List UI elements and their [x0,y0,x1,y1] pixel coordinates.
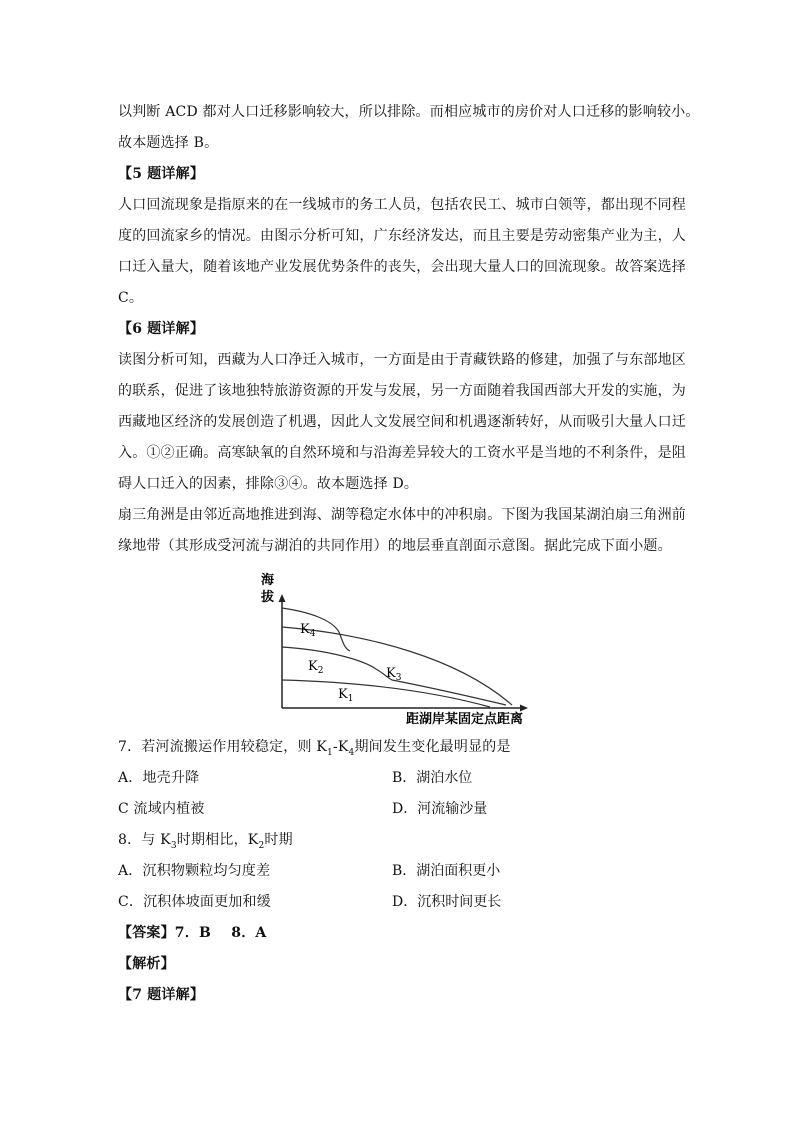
q8-option-c: C．沉积体坡面更加和缓 [118,894,271,910]
question-8-stem: 8．与 $K_3$时期相比，$K_2$时期 [118,832,293,851]
x-axis-label: 距湖岸某固定点距离 [406,712,524,727]
text-line: 缘地带（其形成受河流与湖泊的共同作用）的地层垂直剖面示意图。据此完成下面小题。 [118,538,672,554]
k4-upper-boundary [282,608,350,651]
text-line: 碍人口迁入的因素，排除③④。故本题选择 D。 [118,476,419,492]
section-heading-q6: 【6 题详解】 [118,321,205,337]
section-heading-q5: 【5 题详解】 [118,166,205,182]
text-line: C。 [118,290,144,306]
y-axis-arrow [279,594,286,602]
section-heading-q7: 【7 题详解】 [118,987,205,1003]
layer-label-k1: $K_1$ [338,687,354,704]
text-line: 扇三角洲是由邻近高地推进到海、湖等稳定水体中的冲积扇。下图为我国某湖泊扇三角洲前 [118,507,686,523]
q8-option-a: A．沉积物颗粒均匀度差 [118,863,271,879]
text-line: 以判断 ACD 都对人口迁移影响较大，所以排除。而相应城市的房价对人口迁移的影响较小。 [118,104,700,120]
text-line: 人口回流现象是指原来的在一线城市的务工人员，包括农民工、城市白领等，都出现不同程 [118,197,686,213]
layer-label-k4: $K_4$ [300,622,316,639]
layer-label-k3: $K_3$ [386,666,402,683]
text-line: 口迁入量大，随着该地产业发展优势条件的丧失，会出现大量人口的回流现象。故答案选择 [118,259,686,275]
q7-option-a: A．地壳升降 [118,770,200,786]
q7-option-c: C 流域内植被 [118,801,205,817]
text-line: 入。①②正确。高寒缺氧的自然环境和与沿海差异较大的工资水平是当地的不利条件，是阻 [118,445,686,461]
y-axis-label: 拔 [261,590,275,605]
q7-option-b: B．湖泊水位 [392,770,473,786]
question-7-stem: 7．若河流搬运作用较稳定，则 $K_1-K_4$期间发生变化最明显的是 [118,739,511,758]
text-line: 西藏地区经济的发展创造了机遇，因此人文发展空间和机遇逐渐转好，从而吸引大量人口迁 [118,414,686,430]
text-line: 的联系，促进了该地独特旅游资源的开发与发展，另一方面随着我国西部大开发的实施，为 [118,383,686,399]
x-axis-arrow [520,705,528,712]
answer-line: 【答案】7．B 8．A [118,925,267,941]
text-line: 读图分析可知，西藏为人口净迁入城市，一方面是由于青藏铁路的修建，加强了与东部地区 [118,352,686,368]
text-line: 度的回流家乡的情况。由图示分析可知，广东经济发达，而且主要是劳动密集产业为主，人 [118,228,686,244]
y-axis-label: 海 [261,573,275,588]
text-line: 故本题选择 B。 [118,135,219,151]
analysis-heading: 【解析】 [118,956,175,972]
q8-option-d: D．沉积时间更长 [392,894,502,910]
stratigraphic-profile-diagram [258,570,548,730]
q8-option-b: B．湖泊面积更小 [392,863,501,879]
q7-option-d: D．河流输沙量 [392,801,488,817]
layer-label-k2: $K_2$ [308,659,324,676]
